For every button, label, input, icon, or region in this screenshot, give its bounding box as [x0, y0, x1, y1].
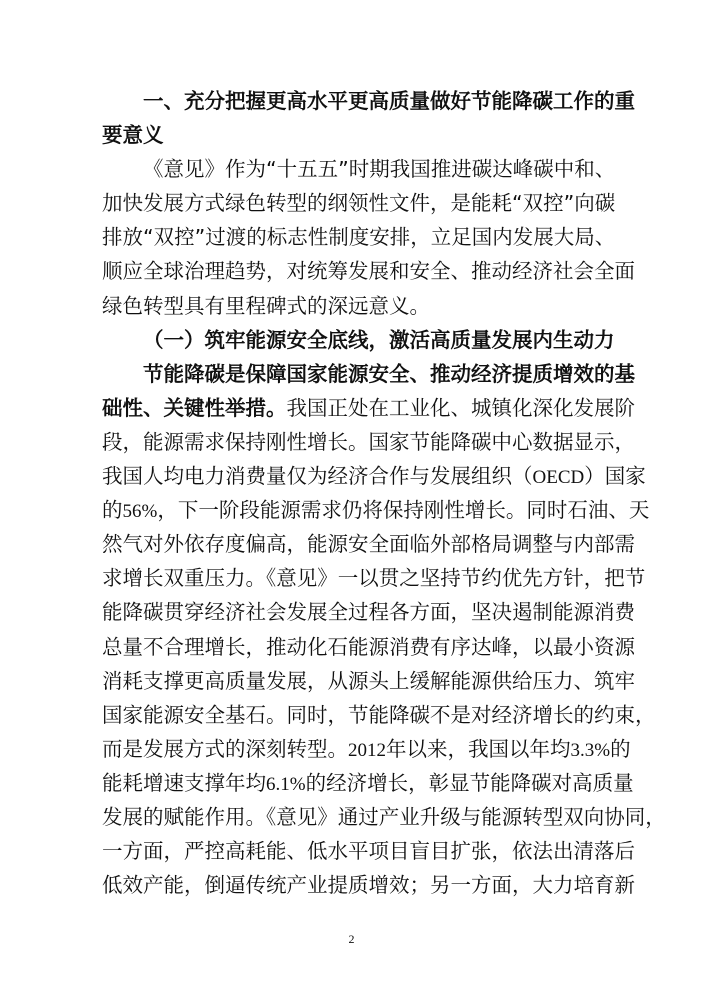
paragraph-text: 的: [102, 498, 123, 523]
paragraph-text: 的: [610, 736, 631, 761]
percentage-value: 3.3%: [570, 739, 611, 761]
paragraph-2-line: 消耗支撑更高质量发展，从源头上缓解能源供给压力、筑牢: [102, 668, 635, 693]
document-body: [102, 84, 666, 902]
paragraph-text: 能耗增速支撑年均: [102, 770, 266, 795]
paragraph-1-line: 顺应全球治理趋势，对统筹发展和安全、推动经济社会全面: [102, 259, 635, 284]
paragraph-text: 我国人均电力消费量仅为经济合作与发展组织（: [102, 464, 533, 489]
paragraph-text: 我国正处在工业化、城镇化深化发展阶: [286, 395, 635, 420]
paragraph-2-line: [102, 732, 631, 766]
paragraph-2-line: 然气对外依存度偏高，能源安全面临外部格局调整与内部需: [102, 532, 635, 557]
paragraph-2-line: 段，能源需求保持刚性增长。国家节能降碳中心数据显示，: [102, 429, 635, 454]
paragraph-2-line: [102, 391, 635, 425]
lead-sentence-bold: 节能降碳是保障国家能源安全、推动经济提质增效的基: [143, 361, 635, 386]
paragraph-2-line: 一方面，严控高耗能、低水平项目盲目扩张，依法出清落后: [102, 839, 635, 864]
paragraph-1-line: 加快发展方式绿色转型的纲领性文件，是能耗“双控”向碳: [102, 191, 616, 216]
paragraph-2-line: [102, 766, 634, 800]
subsection-heading-text: （一）筑牢能源安全底线，激活高质量发展内生动力: [143, 327, 615, 352]
section-heading-line-1: 一、充分把握更高水平更高质量做好节能降碳工作的重: [143, 89, 635, 113]
percentage-value: 56%: [122, 501, 158, 523]
paragraph-2-line: 发展的赋能作用。《意见》通过产业升级与能源转型双向协同，: [102, 804, 666, 829]
paragraph-1-line: 排放“双控”过渡的标志性制度安排，立足国内发展大局、: [102, 225, 616, 250]
section-heading: [102, 84, 635, 118]
paragraph-2-line: [102, 493, 650, 527]
section-heading-continued: [102, 118, 602, 152]
page-number: 2: [348, 932, 355, 946]
lead-sentence-bold-end: 础性、关键性举措。: [102, 395, 287, 420]
paragraph-text: ，下一阶段能源需求仍将保持刚性增长。同时石油、天: [157, 498, 650, 523]
paragraph-2-line: 国家能源安全基石。同时，节能降碳不是对经济增长的约束，: [102, 702, 656, 727]
subsection-heading: [102, 323, 615, 357]
paragraph-1-line: 《意见》作为“十五五”时期我国推进碳达峰碳中和、: [143, 157, 616, 182]
oecd-abbreviation: OECD: [532, 467, 585, 489]
paragraph-text: ）国家: [584, 464, 646, 489]
paragraph-2-line: [102, 357, 635, 391]
paragraph-2-line: 能降碳贯穿经济社会发展全过程各方面，坚决遏制能源消费: [102, 600, 635, 625]
year-value: 2012: [348, 739, 386, 761]
percentage-value: 6.1%: [266, 773, 306, 795]
paragraph-text: 年以来，我国以年均: [386, 736, 571, 761]
paragraph-2-line: 低效产能，倒逼传统产业提质增效；另一方面，大力培育新: [102, 873, 635, 898]
paragraph-2-line: 总量不合理增长，推动化石能源消费有序达峰，以最小资源: [102, 634, 635, 659]
paragraph-text: 的经济增长，彰显节能降碳对高质量: [305, 770, 634, 795]
paragraph-2-line: [102, 459, 646, 493]
section-heading-line-2: 要意义: [102, 123, 164, 148]
paragraph-text: 而是发展方式的深刻转型。: [102, 736, 348, 761]
paragraph-2-line: 求增长双重压力。《意见》一以贯之坚持节约优先方针，把节: [102, 566, 646, 591]
paragraph-1-line: 绿色转型具有里程碑式的深远意义。: [102, 293, 430, 318]
